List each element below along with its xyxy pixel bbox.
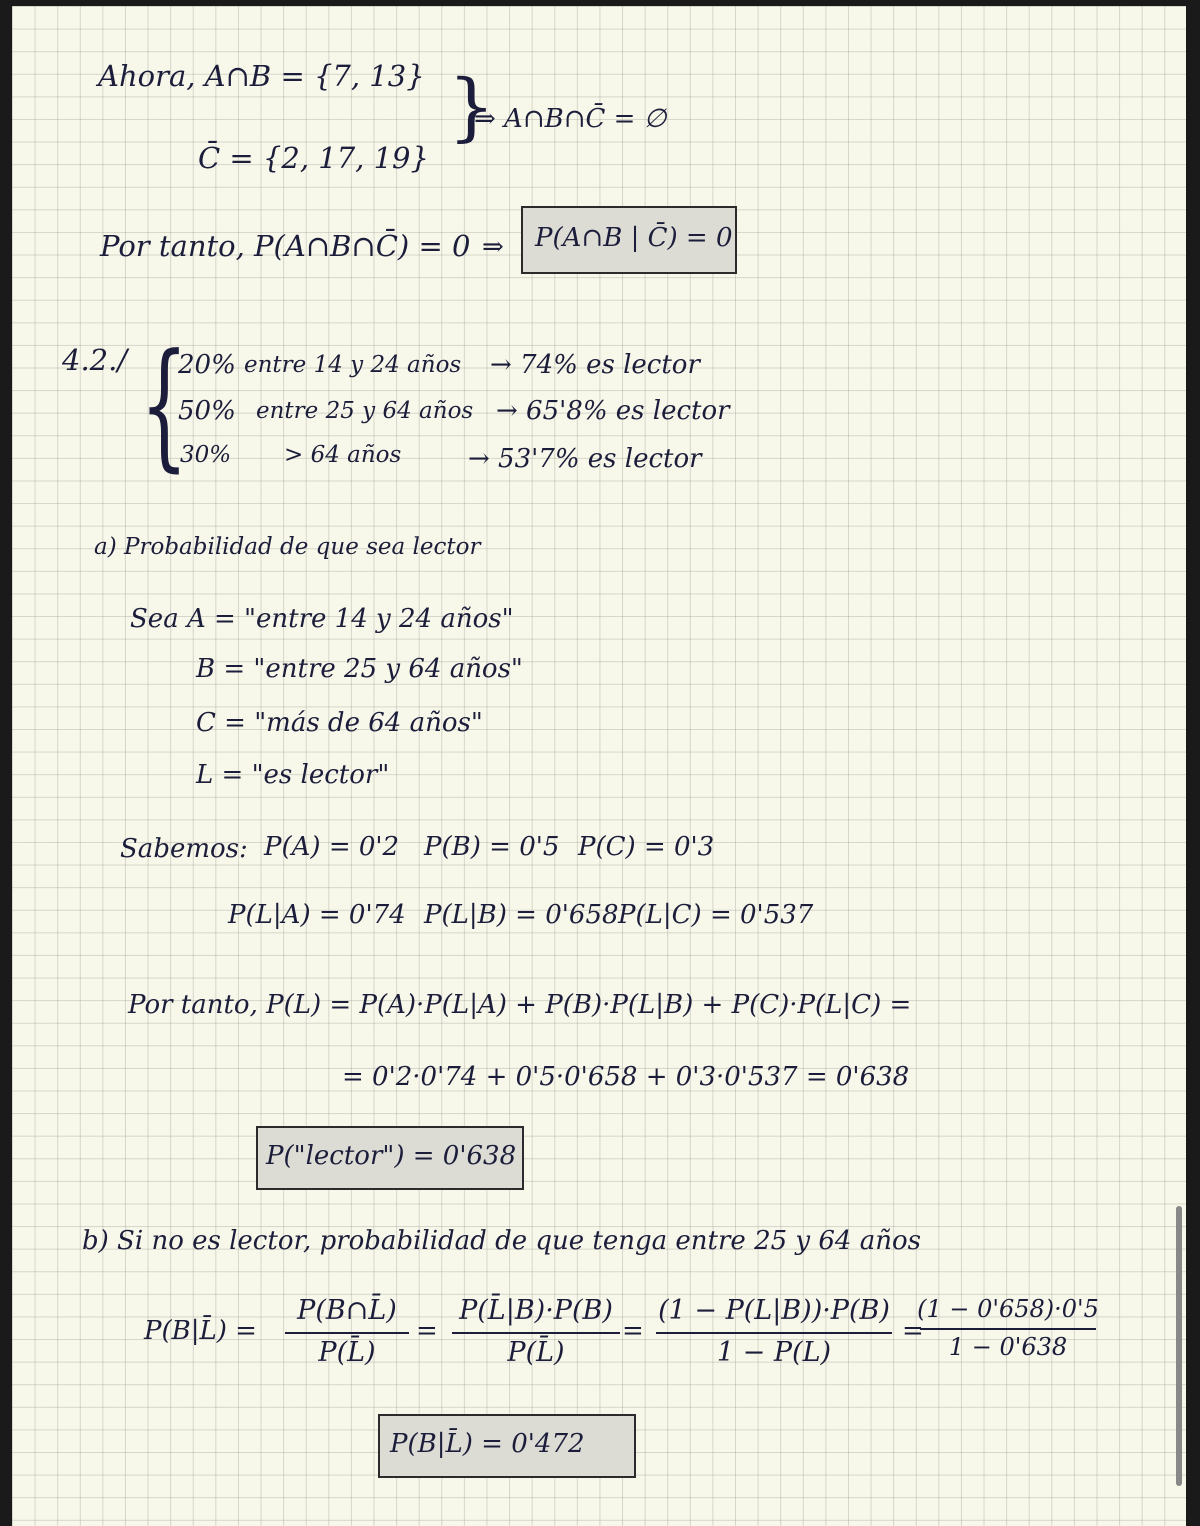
fraction-2-numerator: P(L̄|B)·P(B) (459, 1295, 613, 1326)
knowns-label: Sabemos: (120, 834, 248, 864)
known-p-l-given-b: P(L|B) = 0'658 (424, 900, 619, 930)
row3-description: > 64 años (284, 442, 402, 468)
fraction-1 (282, 1296, 412, 1367)
known-p-b: P(B) = 0'5 (424, 832, 560, 862)
problem-number: 4.2./ (62, 343, 128, 377)
boxed-result: P("lector") = 0'638 (266, 1141, 517, 1171)
row1-description: entre 14 y 24 años (244, 352, 462, 378)
row1-percentage: 20% (178, 350, 236, 380)
row2-result: → 65'8% es lector (496, 396, 730, 426)
probability-zero-line: Por tanto, P(A∩B∩C̄) = 0 (100, 229, 471, 263)
total-probability-line1: Por tanto, P(L) = P(A)·P(L|A) + P(B)·P(L|B) + P(C)·P(L|C) = (128, 990, 912, 1020)
right-brace: } (448, 64, 496, 150)
known-p-a: P(A) = 0'2 (264, 832, 400, 862)
fraction-3-bar (656, 1332, 892, 1334)
bayes-lhs: P(B|L̄) = (144, 1316, 257, 1346)
implies-arrow: ⇒ (482, 232, 504, 262)
equals-sign-2: = (622, 1316, 644, 1346)
fraction-3-denominator: 1 − P(L) (716, 1336, 832, 1368)
intersection-line: Ahora, A∩B = {7, 13} (98, 59, 425, 93)
complement-line: C̄ = {2, 17, 19} (198, 141, 429, 175)
definition-a: Sea A = "entre 14 y 24 años" (130, 604, 514, 634)
known-p-l-given-c: P(L|C) = 0'537 (618, 900, 814, 930)
part-b-title: b) Si no es lector, probabilidad de que tenga entre 25 y 64 años (82, 1226, 921, 1256)
fraction-4-denominator: 1 − 0'638 (948, 1333, 1068, 1362)
boxed-result: P(A∩B | C̄) = 0 (535, 223, 733, 253)
known-p-c: P(C) = 0'3 (578, 832, 715, 862)
notebook-page (12, 6, 1186, 1526)
definition-l: L = "es lector" (196, 760, 390, 790)
fraction-4-numerator: (1 − 0'658)·0'5 (917, 1295, 1099, 1323)
boxed-result: P(B|L̄) = 0'472 (390, 1429, 585, 1459)
fraction-3 (648, 1296, 900, 1367)
fraction-1-numerator: P(B∩L̄) (297, 1295, 397, 1326)
row2-percentage: 50% (178, 396, 236, 426)
fraction-4-bar (920, 1328, 1096, 1330)
scrollbar[interactable] (1176, 1206, 1182, 1486)
row2-description: entre 25 y 64 años (256, 398, 474, 424)
row3-result: → 53'7% es lector (468, 444, 702, 474)
fraction-4 (916, 1296, 1100, 1361)
definition-b: B = "entre 25 y 64 años" (196, 654, 523, 684)
equals-sign-1: = (416, 1316, 438, 1346)
result-box-conditional-zero (521, 206, 737, 274)
fraction-1-bar (285, 1332, 409, 1334)
fraction-2 (444, 1296, 628, 1367)
fraction-1-denominator: P(L̄) (318, 1336, 376, 1368)
fraction-2-denominator: P(L̄) (507, 1336, 565, 1368)
row1-result: → 74% es lector (490, 350, 700, 380)
fraction-2-bar (452, 1332, 620, 1334)
fraction-3-numerator: (1 − P(L|B))·P(B) (658, 1295, 890, 1326)
empty-intersection-conclusion: ⇒ A∩B∩C̄ = ∅ (474, 104, 667, 134)
total-probability-line2: = 0'2·0'74 + 0'5·0'658 + 0'3·0'537 = 0'638 (342, 1062, 910, 1092)
known-p-l-given-a: P(L|A) = 0'74 (228, 900, 406, 930)
part-a-title: a) Probabilidad de que sea lector (94, 534, 481, 560)
left-brace: { (140, 324, 189, 485)
result-box-p-lector (256, 1126, 524, 1190)
result-box-bayes (378, 1414, 636, 1478)
definition-c: C = "más de 64 años" (196, 708, 483, 738)
equals-sign-3: = (902, 1316, 924, 1346)
row3-percentage: 30% (180, 442, 232, 468)
